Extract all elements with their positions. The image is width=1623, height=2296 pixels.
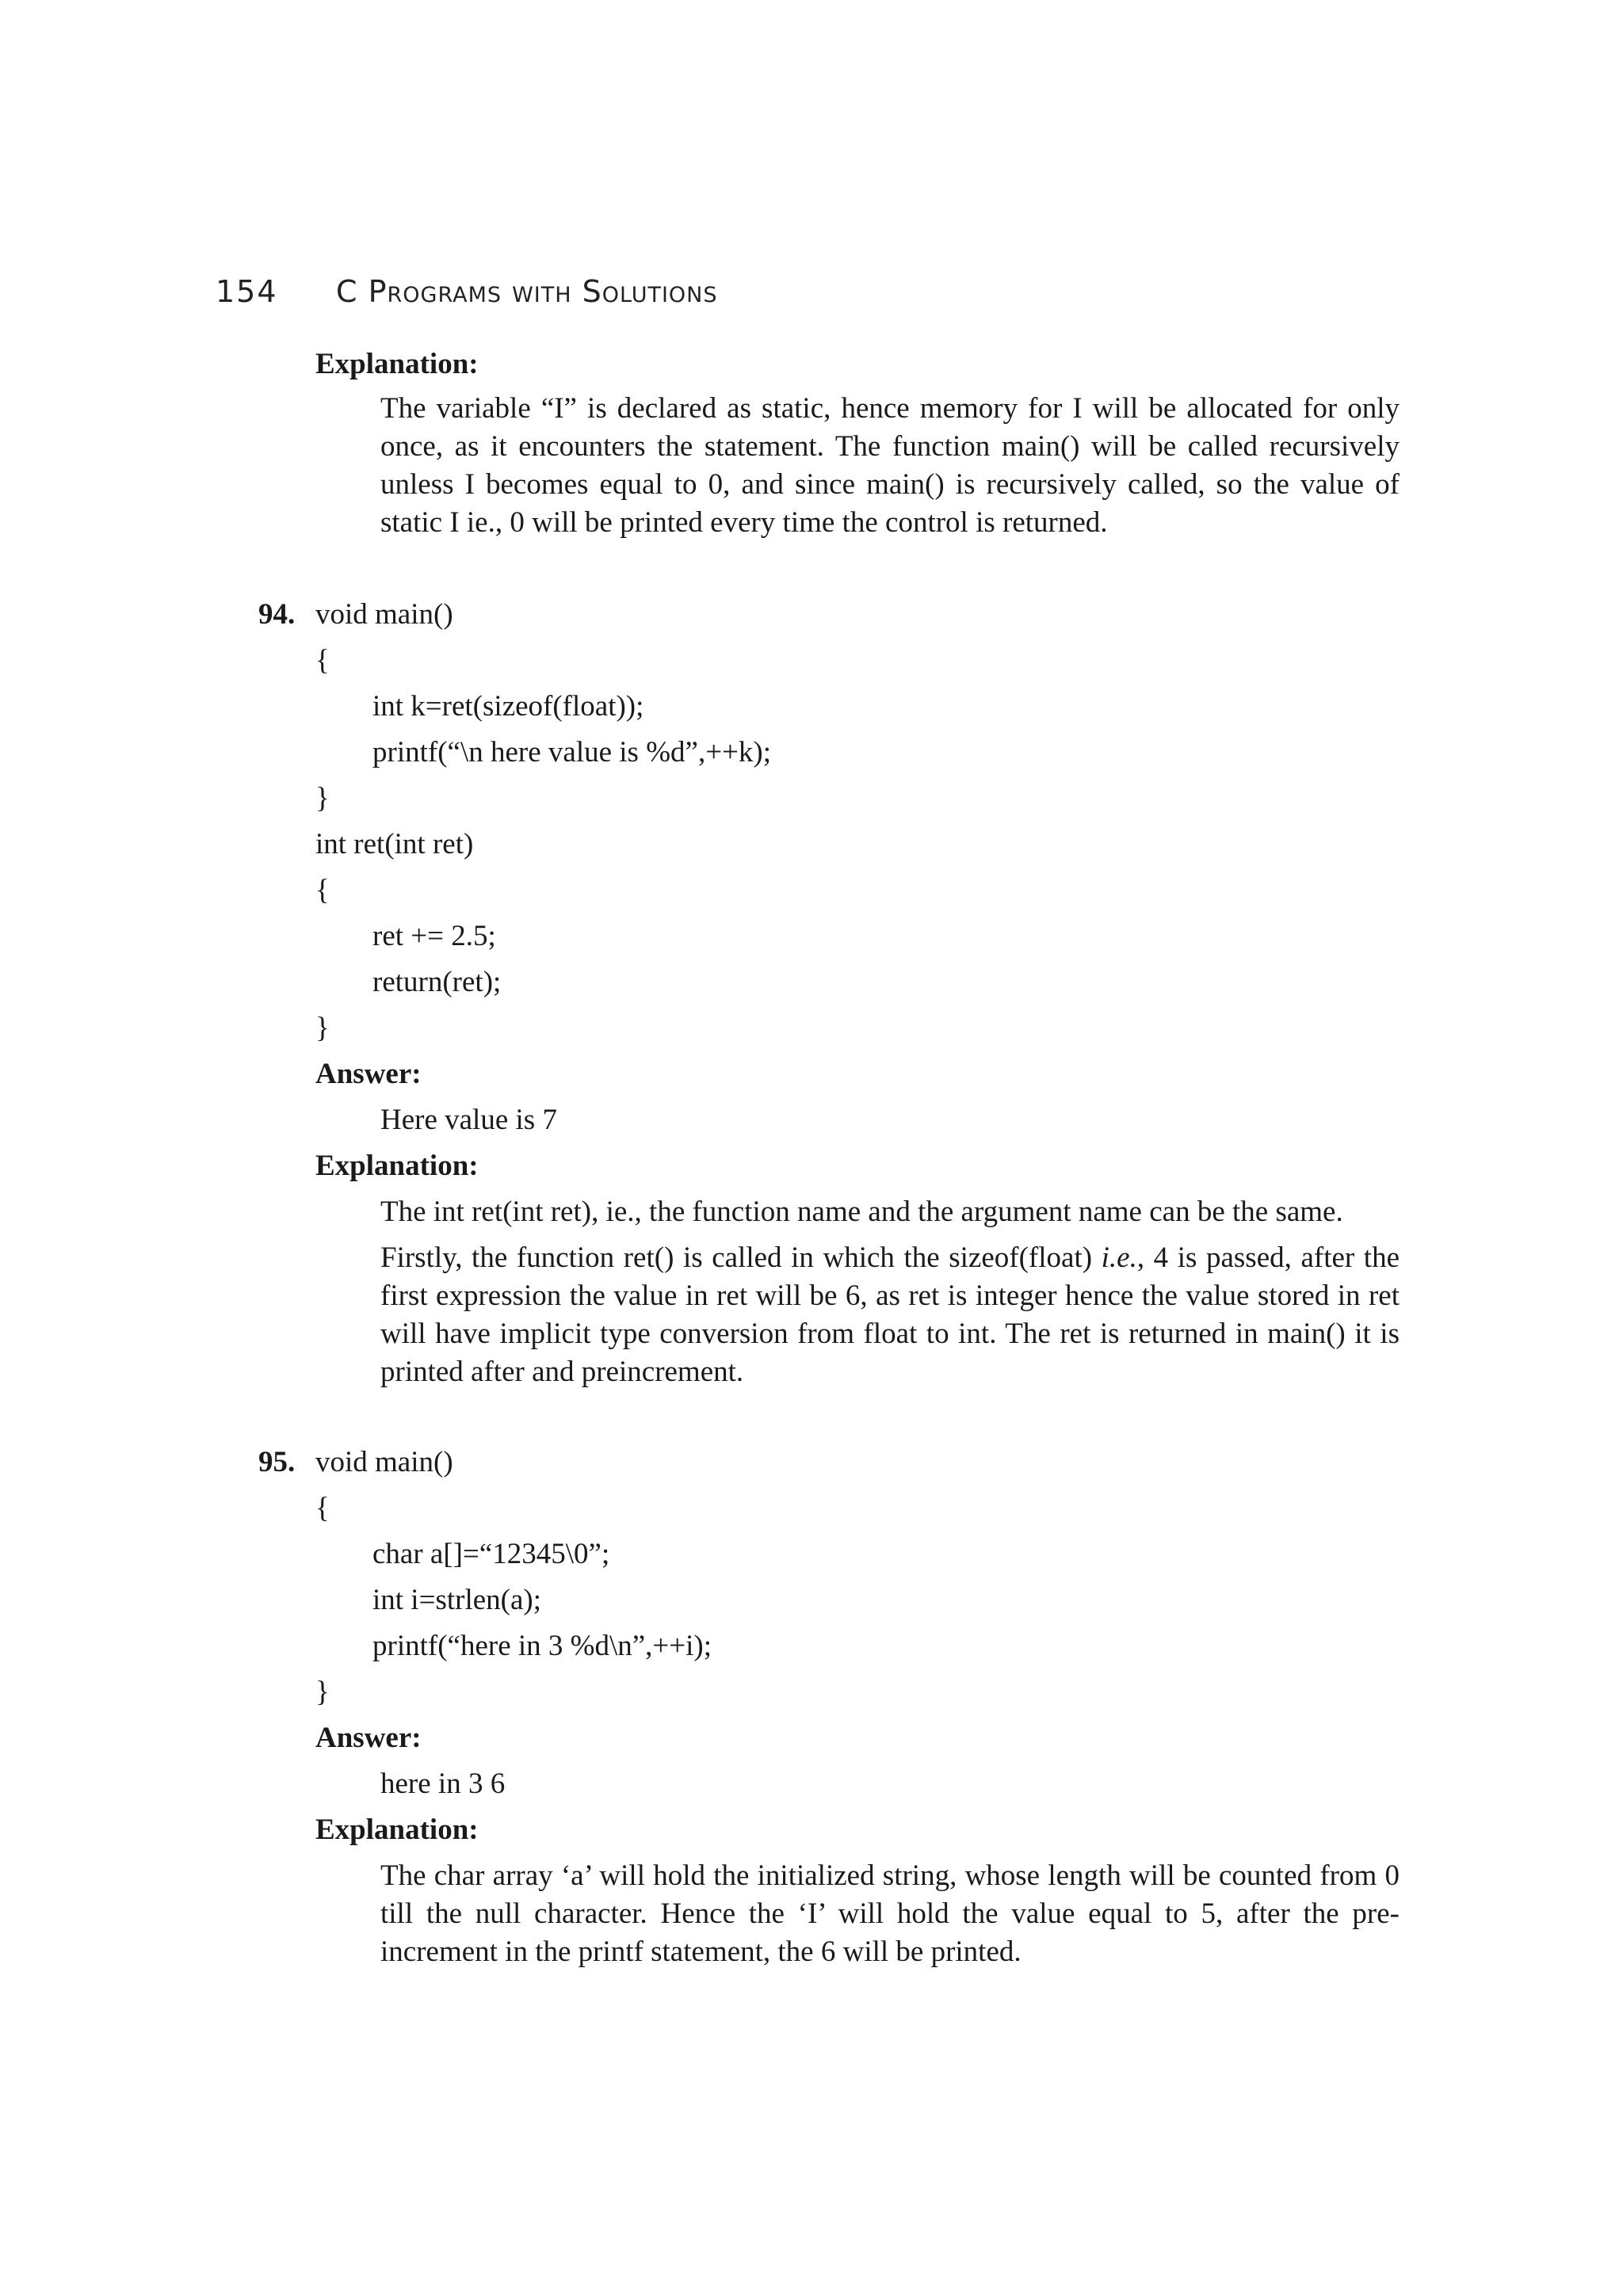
explanation-paragraph-93: The variable “I” is declared as static, hence memory for I will be allocated for only once, as it encounters the statement. The function main() will be called recursively unless I becomes equal to 0, and since main() is recursively called, so the value of static I ie., 0 will be printed every time the control is returned. bbox=[380, 392, 1400, 539]
explanation-paragraph-94-1: The int ret(int ret), ie., the function name and the argument name can be the same. bbox=[380, 1196, 1343, 1228]
code-line: int ret(int ret) bbox=[315, 828, 474, 860]
explanation-heading-94: Explanation: bbox=[315, 1150, 479, 1182]
explanation-paragraph-94-2 bbox=[380, 1239, 1400, 1391]
explanation-paragraph-95: The char array ‘a’ will hold the initialized string, whose length will be counted from 0 till the null character. Hence the ‘I’ will hold the value equal to 5, after the pre-increment in the printf statement, the 6 will be printed. bbox=[380, 1859, 1400, 1968]
book-title: C Programs with Solutions bbox=[336, 274, 718, 309]
code-line: void main() bbox=[315, 1446, 453, 1478]
code-line: } bbox=[315, 782, 330, 814]
code-line: ret += 2.5; bbox=[372, 920, 496, 952]
explanation-text: Firstly, the function ret() is called in which the sizeof(float) bbox=[380, 1241, 1102, 1274]
code-line: printf(“here in 3 %d\n”,++i); bbox=[372, 1630, 712, 1662]
running-head bbox=[216, 274, 718, 314]
page-number: 154 bbox=[216, 274, 278, 309]
code-line: printf(“\n here value is %d”,++k); bbox=[372, 736, 772, 769]
code-line: int k=ret(sizeof(float)); bbox=[372, 690, 644, 723]
explanation-heading-93: Explanation: bbox=[315, 348, 479, 380]
code-line: return(ret); bbox=[372, 966, 502, 998]
code-line: { bbox=[315, 874, 330, 906]
code-line: } bbox=[315, 1676, 330, 1708]
code-line: int i=strlen(a); bbox=[372, 1584, 542, 1616]
code-line: char a[]=“12345\0”; bbox=[372, 1538, 610, 1570]
question-number-94: 94. bbox=[258, 598, 296, 631]
code-line: } bbox=[315, 1012, 330, 1044]
explanation-text: , 4 is passed, after the first expression the value in ret will be 6, as ret is integer hence the value stored in ret will have implicit type conversion from float to int. The ret is returned in main() it is printed after and preincrement. bbox=[380, 1241, 1400, 1388]
code-line: { bbox=[315, 1492, 330, 1524]
explanation-heading-95: Explanation: bbox=[315, 1814, 479, 1846]
answer-text-94: Here value is 7 bbox=[380, 1104, 557, 1136]
answer-heading-95: Answer: bbox=[315, 1722, 422, 1754]
code-line: void main() bbox=[315, 598, 453, 631]
answer-text-95: here in 3 6 bbox=[380, 1768, 506, 1800]
italic-abbreviation: i.e. bbox=[1101, 1241, 1137, 1274]
answer-heading-94: Answer: bbox=[315, 1058, 422, 1090]
question-number-95: 95. bbox=[258, 1446, 296, 1478]
code-line: { bbox=[315, 644, 330, 677]
